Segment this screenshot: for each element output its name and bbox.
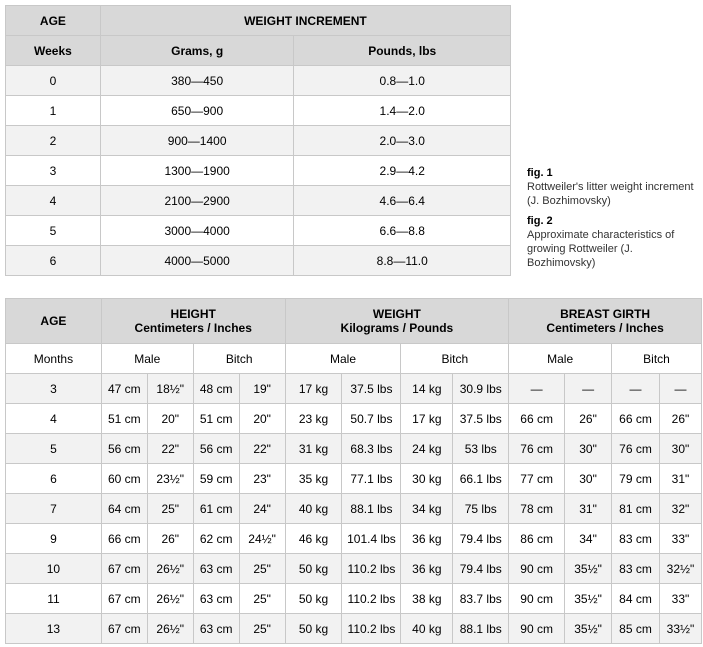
table-cell: 48 cm xyxy=(193,374,239,404)
figure-captions xyxy=(527,166,702,270)
grams-subheader: Grams, g xyxy=(100,36,294,66)
months-subheader: Months xyxy=(6,344,102,374)
table-cell: 26" xyxy=(659,404,701,434)
table-cell: 26½" xyxy=(147,584,193,614)
height-header xyxy=(101,299,285,344)
table-cell: 38 kg xyxy=(401,584,453,614)
row-age-cell: 4 xyxy=(6,186,101,216)
table-cell: 24 kg xyxy=(401,434,453,464)
table-cell: 380—450 xyxy=(100,66,294,96)
row-age-cell: 10 xyxy=(6,554,102,584)
table-cell: 66 cm xyxy=(101,524,147,554)
table-cell: — xyxy=(565,374,612,404)
table-cell: 88.1 lbs xyxy=(453,614,509,644)
table-row xyxy=(6,156,511,186)
table-cell: 31" xyxy=(565,494,612,524)
table-row xyxy=(6,614,702,644)
breast-girth-units: Centimeters / Inches xyxy=(546,321,664,335)
table-cell: 46 kg xyxy=(285,524,342,554)
table-cell: 34 kg xyxy=(401,494,453,524)
table-cell: 20" xyxy=(147,404,193,434)
table-cell: 66 cm xyxy=(612,404,660,434)
table-cell: 33" xyxy=(659,524,701,554)
table-cell: 650—900 xyxy=(100,96,294,126)
table-cell: 33" xyxy=(659,584,701,614)
table-cell: 75 lbs xyxy=(453,494,509,524)
table-cell: 4000—5000 xyxy=(100,246,294,276)
table-cell: — xyxy=(509,374,565,404)
row-age-cell: 6 xyxy=(6,464,102,494)
fig2-caption: Approximate characteristics of growing Rottweiler (J. Bozhimovsky) xyxy=(527,229,675,269)
table-cell: 37.5 lbs xyxy=(342,374,401,404)
table-cell: 86 cm xyxy=(509,524,565,554)
weight-increment-header: WEIGHT INCREMENT xyxy=(100,6,510,36)
table-cell: 4.6—6.4 xyxy=(294,186,511,216)
table-cell: 83 cm xyxy=(612,524,660,554)
table-cell: 35½" xyxy=(565,584,612,614)
table-row xyxy=(6,434,702,464)
row-age-cell: 7 xyxy=(6,494,102,524)
table-cell: 56 cm xyxy=(193,434,239,464)
table-cell: 67 cm xyxy=(101,554,147,584)
table-cell: 25" xyxy=(239,554,285,584)
table-cell: 2.0—3.0 xyxy=(294,126,511,156)
girth-male-subheader: Male xyxy=(509,344,612,374)
row-age-cell: 3 xyxy=(6,156,101,186)
table-row xyxy=(6,216,511,246)
table-cell: 0.8—1.0 xyxy=(294,66,511,96)
table-cell: 88.1 lbs xyxy=(342,494,401,524)
table-cell: 31" xyxy=(659,464,701,494)
table-cell: 76 cm xyxy=(509,434,565,464)
table-cell: 19" xyxy=(239,374,285,404)
table-cell: 26" xyxy=(565,404,612,434)
table-cell: 26½" xyxy=(147,614,193,644)
fig1-label: fig. 1 xyxy=(527,167,553,179)
table-cell: 24½" xyxy=(239,524,285,554)
table-cell: 900—1400 xyxy=(100,126,294,156)
row-age-cell: 5 xyxy=(6,216,101,246)
weight-increment-rows xyxy=(6,66,511,276)
table-cell: 23" xyxy=(239,464,285,494)
table-cell: 17 kg xyxy=(401,404,453,434)
fig1-caption: Rottweiler's litter weight increment (J. Bozhimovsky) xyxy=(527,181,694,207)
table-cell: 50 kg xyxy=(285,614,342,644)
table-cell: 79.4 lbs xyxy=(453,524,509,554)
table-cell: 25" xyxy=(147,494,193,524)
table-cell: 2.9—4.2 xyxy=(294,156,511,186)
row-age-cell: 0 xyxy=(6,66,101,96)
row-age-cell: 1 xyxy=(6,96,101,126)
table-cell: 68.3 lbs xyxy=(342,434,401,464)
row-age-cell: 9 xyxy=(6,524,102,554)
height-units: Centimeters / Inches xyxy=(134,321,252,335)
row-age-cell: 2 xyxy=(6,126,101,156)
table-cell: 63 cm xyxy=(193,554,239,584)
table-cell: 18½" xyxy=(147,374,193,404)
table-row xyxy=(6,96,511,126)
table-cell: 67 cm xyxy=(101,614,147,644)
table-cell: 20" xyxy=(239,404,285,434)
growth-characteristics-table xyxy=(5,298,702,644)
table-cell: 17 kg xyxy=(285,374,342,404)
table-cell: 101.4 lbs xyxy=(342,524,401,554)
breast-girth-title: BREAST GIRTH xyxy=(560,307,651,321)
weight-bitch-subheader: Bitch xyxy=(401,344,509,374)
table-cell: 90 cm xyxy=(509,614,565,644)
table-cell: 1.4—2.0 xyxy=(294,96,511,126)
weight-header xyxy=(285,299,509,344)
table-cell: 35½" xyxy=(565,554,612,584)
table-cell: 77.1 lbs xyxy=(342,464,401,494)
table-cell: 30" xyxy=(565,434,612,464)
growth-rows xyxy=(6,374,702,644)
table-cell: 30" xyxy=(659,434,701,464)
table-row xyxy=(6,524,702,554)
table-cell: 50 kg xyxy=(285,554,342,584)
weight-title: WEIGHT xyxy=(372,307,421,321)
weight-male-subheader: Male xyxy=(285,344,401,374)
table-cell: 76 cm xyxy=(612,434,660,464)
table-cell: 34" xyxy=(565,524,612,554)
table-cell: 77 cm xyxy=(509,464,565,494)
table-cell: 23 kg xyxy=(285,404,342,434)
age-header: AGE xyxy=(6,299,102,344)
table-cell: 6.6—8.8 xyxy=(294,216,511,246)
row-age-cell: 3 xyxy=(6,374,102,404)
table-row xyxy=(6,126,511,156)
table-cell: 30 kg xyxy=(401,464,453,494)
table-cell: 51 cm xyxy=(101,404,147,434)
table-cell: 63 cm xyxy=(193,584,239,614)
fig2-label: fig. 2 xyxy=(527,215,553,227)
table-cell: 36 kg xyxy=(401,554,453,584)
table-cell: 50 kg xyxy=(285,584,342,614)
table-cell: 83.7 lbs xyxy=(453,584,509,614)
table-cell: 90 cm xyxy=(509,584,565,614)
row-age-cell: 4 xyxy=(6,404,102,434)
table-cell: 35 kg xyxy=(285,464,342,494)
table-cell: 59 cm xyxy=(193,464,239,494)
table-cell: 110.2 lbs xyxy=(342,614,401,644)
table-cell: 53 lbs xyxy=(453,434,509,464)
weight-increment-table xyxy=(5,5,511,276)
row-age-cell: 11 xyxy=(6,584,102,614)
table-cell: 79.4 lbs xyxy=(453,554,509,584)
pounds-subheader: Pounds, lbs xyxy=(294,36,511,66)
table-cell: 67 cm xyxy=(101,584,147,614)
table-cell: 26" xyxy=(147,524,193,554)
table-cell: 22" xyxy=(239,434,285,464)
breast-girth-header xyxy=(509,299,702,344)
table-row xyxy=(6,374,702,404)
table-row xyxy=(6,494,702,524)
height-bitch-subheader: Bitch xyxy=(193,344,285,374)
table-cell: 30.9 lbs xyxy=(453,374,509,404)
table-row xyxy=(6,554,702,584)
table-cell: 85 cm xyxy=(612,614,660,644)
table-cell: 63 cm xyxy=(193,614,239,644)
table-cell: 30" xyxy=(565,464,612,494)
table-cell: 60 cm xyxy=(101,464,147,494)
table-cell: 62 cm xyxy=(193,524,239,554)
table-cell: 3000—4000 xyxy=(100,216,294,246)
table-cell: 83 cm xyxy=(612,554,660,584)
table-cell: 66 cm xyxy=(509,404,565,434)
height-title: HEIGHT xyxy=(170,307,216,321)
table-cell: 23½" xyxy=(147,464,193,494)
table-cell: 81 cm xyxy=(612,494,660,524)
row-age-cell: 5 xyxy=(6,434,102,464)
table-row xyxy=(6,464,702,494)
table-row xyxy=(6,66,511,96)
table-cell: — xyxy=(612,374,660,404)
table-cell: 25" xyxy=(239,614,285,644)
table-cell: 66.1 lbs xyxy=(453,464,509,494)
table-cell: 36 kg xyxy=(401,524,453,554)
girth-bitch-subheader: Bitch xyxy=(612,344,702,374)
table-cell: 37.5 lbs xyxy=(453,404,509,434)
weeks-subheader: Weeks xyxy=(6,36,101,66)
table-cell: 84 cm xyxy=(612,584,660,614)
table-cell: 40 kg xyxy=(401,614,453,644)
table-cell: 110.2 lbs xyxy=(342,584,401,614)
weight-units: Kilograms / Pounds xyxy=(340,321,454,335)
table-row xyxy=(6,246,511,276)
table-cell: — xyxy=(659,374,701,404)
table-cell: 64 cm xyxy=(101,494,147,524)
table-cell: 78 cm xyxy=(509,494,565,524)
table-cell: 90 cm xyxy=(509,554,565,584)
table-cell: 8.8—11.0 xyxy=(294,246,511,276)
table-cell: 32½" xyxy=(659,554,701,584)
table-cell: 33½" xyxy=(659,614,701,644)
height-male-subheader: Male xyxy=(101,344,193,374)
table-cell: 22" xyxy=(147,434,193,464)
table-cell: 51 cm xyxy=(193,404,239,434)
table-cell: 40 kg xyxy=(285,494,342,524)
table-row xyxy=(6,404,702,434)
table-cell: 14 kg xyxy=(401,374,453,404)
table-cell: 110.2 lbs xyxy=(342,554,401,584)
table-cell: 79 cm xyxy=(612,464,660,494)
table-row xyxy=(6,186,511,216)
row-age-cell: 6 xyxy=(6,246,101,276)
table-cell: 32" xyxy=(659,494,701,524)
table-cell: 35½" xyxy=(565,614,612,644)
table-cell: 31 kg xyxy=(285,434,342,464)
table-cell: 47 cm xyxy=(101,374,147,404)
table-cell: 26½" xyxy=(147,554,193,584)
table-cell: 25" xyxy=(239,584,285,614)
table-cell: 1300—1900 xyxy=(100,156,294,186)
age-header: AGE xyxy=(6,6,101,36)
table-cell: 2100—2900 xyxy=(100,186,294,216)
row-age-cell: 13 xyxy=(6,614,102,644)
table-cell: 24" xyxy=(239,494,285,524)
table-cell: 50.7 lbs xyxy=(342,404,401,434)
table-cell: 56 cm xyxy=(101,434,147,464)
table-row xyxy=(6,584,702,614)
table-cell: 61 cm xyxy=(193,494,239,524)
